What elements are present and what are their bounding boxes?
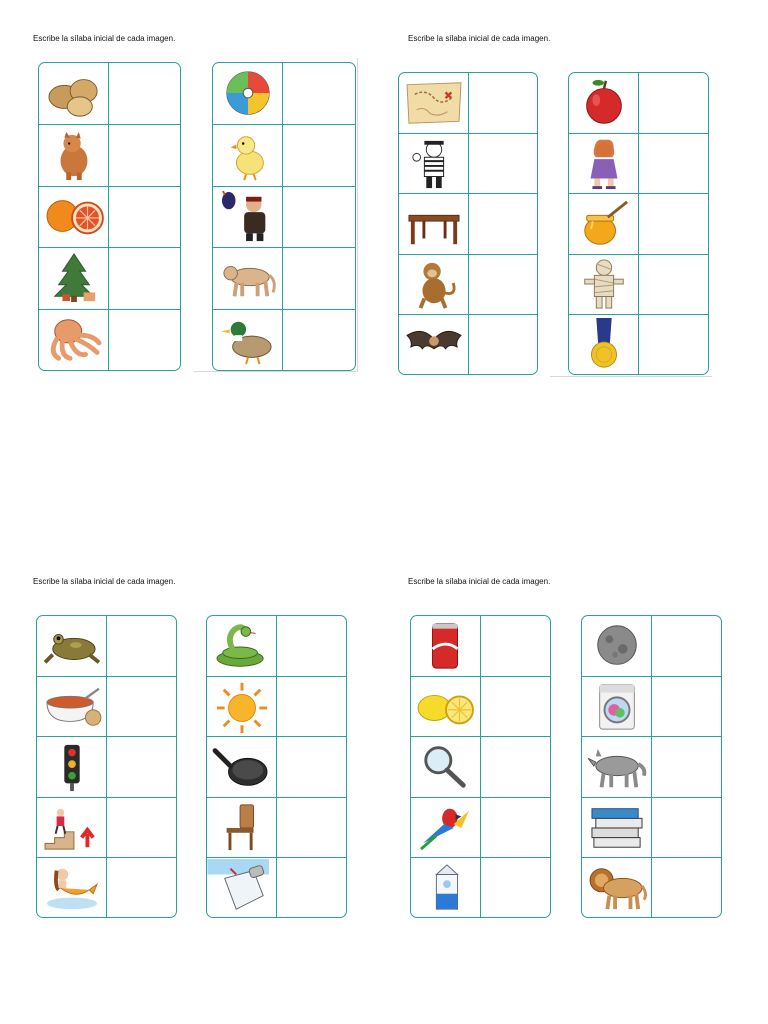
picture-cell [569,194,639,253]
lion-icon [585,861,649,913]
worksheet-row [411,736,550,796]
answer-cell[interactable] [469,255,537,314]
picture-cell [37,737,107,796]
duck-icon [216,314,280,366]
worksheet-row [399,314,537,374]
answer-cell[interactable] [481,858,550,917]
mermaid-icon [40,861,104,913]
picture-cell [582,677,652,736]
picture-cell [582,737,652,796]
picture-cell [399,315,469,374]
worksheet-row [213,309,355,370]
bat-icon [402,318,466,370]
picture-cell [39,310,109,370]
picture-cell [207,616,277,676]
worksheet-grid [206,615,347,918]
picture-cell [39,63,109,124]
answer-cell[interactable] [109,310,180,370]
answer-cell[interactable] [481,798,550,857]
picture-cell [399,134,469,193]
milk-carton-icon [414,861,478,913]
picture-cell [569,73,639,133]
worksheet-row [582,736,721,796]
picture-cell [37,616,107,676]
picture-cell [411,798,481,857]
moon-icon [585,620,649,672]
worksheet-row [411,616,550,676]
soda-can-icon [414,620,478,672]
worksheet-row [569,254,708,314]
worksheet-row [399,73,537,133]
honey-pot-icon [572,198,636,250]
orange-icon [42,191,106,243]
wolf-icon [585,741,649,793]
answer-cell[interactable] [652,858,721,917]
answer-cell[interactable] [639,73,708,133]
worksheet-grid [410,615,551,918]
worksheet-row [411,797,550,857]
magnifying-glass-icon [414,741,478,793]
lemon-icon [414,681,478,733]
parrot-icon [414,801,478,853]
worksheet-row [207,797,346,857]
answer-cell[interactable] [283,125,355,185]
page-shadow [194,371,358,372]
medal-icon [572,318,636,370]
answer-cell[interactable] [107,858,176,917]
answer-cell[interactable] [652,798,721,857]
worksheet-row [39,309,180,370]
worksheet-row [399,133,537,193]
worksheet-row [582,797,721,857]
worksheet-row [213,63,355,124]
frog-icon [40,620,104,672]
soup-icon [40,681,104,733]
picture-cell [207,858,277,917]
picture-cell [411,737,481,796]
worksheet-row [39,63,180,124]
picture-cell [582,616,652,676]
picture-cell [39,187,109,247]
instruction-text: Escribe la sílaba inicial de cada imagen. [408,34,551,43]
worksheet-row [37,616,176,676]
dog-icon [42,130,106,182]
page-shadow [357,58,358,372]
washing-machine-icon [585,681,649,733]
answer-cell[interactable] [639,315,708,374]
picture-cell [213,248,283,308]
picture-cell [207,677,277,736]
answer-cell[interactable] [652,616,721,676]
answer-cell[interactable] [481,616,550,676]
picture-cell [213,187,283,247]
picture-cell [37,677,107,736]
answer-cell[interactable] [639,255,708,314]
picture-cell [37,798,107,857]
picture-cell [569,134,639,193]
worksheet-grid [36,615,177,918]
answer-cell[interactable] [283,63,355,124]
picture-cell [207,798,277,857]
chick-icon [216,130,280,182]
worksheet-row [569,73,708,133]
answer-cell[interactable] [109,187,180,247]
answer-cell[interactable] [277,737,346,796]
frying-pan-icon [210,741,274,793]
worksheet-row [39,186,180,247]
salt-shaker-icon [210,861,274,913]
mummy-icon [572,258,636,310]
picture-cell [39,248,109,308]
page-shadow [550,376,712,377]
answer-cell[interactable] [469,315,537,374]
worksheet-row [411,857,550,917]
worksheet-grid [581,615,722,918]
octopus-icon [42,314,106,366]
worksheet-row [207,676,346,736]
answer-cell[interactable] [107,737,176,796]
worksheet-row [399,193,537,253]
worksheet-row [213,124,355,185]
answer-cell[interactable] [283,187,355,247]
picture-cell [411,616,481,676]
monkey-icon [402,258,466,310]
answer-cell[interactable] [277,858,346,917]
worksheet-row [569,193,708,253]
pirate-icon [216,191,280,243]
answer-cell[interactable] [469,194,537,253]
answer-cell[interactable] [107,798,176,857]
worksheet-row [37,797,176,857]
worksheet-row [582,616,721,676]
picture-cell [411,677,481,736]
worksheet-row [37,857,176,917]
answer-cell[interactable] [652,737,721,796]
picture-cell [213,63,283,124]
picture-cell [399,255,469,314]
worksheet-row [37,676,176,736]
answer-cell[interactable] [109,125,180,185]
worksheet-row [213,186,355,247]
worksheet-row [399,254,537,314]
worksheet-row [569,314,708,374]
picture-cell [411,858,481,917]
potatoes-icon [42,68,106,120]
snake-icon [210,620,274,672]
sun-icon [210,681,274,733]
worksheet-row [582,676,721,736]
beach-ball-icon [216,68,280,120]
worksheet-row [213,247,355,308]
answer-cell[interactable] [469,134,537,193]
picture-cell [39,125,109,185]
answer-cell[interactable] [277,677,346,736]
worksheet-row [207,857,346,917]
worksheet-grid [212,62,356,371]
puma-icon [216,252,280,304]
worksheet-row [411,676,550,736]
worksheet-grid [38,62,181,371]
worksheet-row [37,736,176,796]
picture-cell [213,310,283,370]
answer-cell[interactable] [283,310,355,370]
picture-cell [37,858,107,917]
answer-cell[interactable] [109,248,180,308]
pine-tree-icon [42,252,106,304]
stairs-icon [40,801,104,853]
answer-cell[interactable] [639,134,708,193]
answer-cell[interactable] [277,616,346,676]
answer-cell[interactable] [283,248,355,308]
instruction-text: Escribe la sílaba inicial de cada imagen. [33,34,176,43]
answer-cell[interactable] [481,737,550,796]
traffic-light-icon [40,741,104,793]
picture-cell [582,858,652,917]
worksheet-row [207,736,346,796]
picture-cell [399,194,469,253]
picture-cell [213,125,283,185]
treasure-map-icon [402,77,466,129]
picture-cell [399,73,469,133]
worksheet-grid [568,72,709,375]
apple-icon [572,77,636,129]
books-icon [585,801,649,853]
mime-icon [402,138,466,190]
instruction-text: Escribe la sílaba inicial de cada imagen. [408,577,551,586]
worksheet-row [569,133,708,193]
worksheet-row [39,124,180,185]
worksheet-grid [398,72,538,375]
answer-cell[interactable] [469,73,537,133]
worksheet-row [207,616,346,676]
answer-cell[interactable] [652,677,721,736]
answer-cell[interactable] [639,194,708,253]
picture-cell [569,315,639,374]
worksheet-row [39,247,180,308]
answer-cell[interactable] [481,677,550,736]
answer-cell[interactable] [109,63,180,124]
answer-cell[interactable] [277,798,346,857]
chair-icon [210,801,274,853]
worksheet-row [582,857,721,917]
picture-cell [569,255,639,314]
instruction-text: Escribe la sílaba inicial de cada imagen. [33,577,176,586]
picture-cell [207,737,277,796]
doll-icon [572,138,636,190]
picture-cell [582,798,652,857]
answer-cell[interactable] [107,677,176,736]
answer-cell[interactable] [107,616,176,676]
table-icon [402,198,466,250]
